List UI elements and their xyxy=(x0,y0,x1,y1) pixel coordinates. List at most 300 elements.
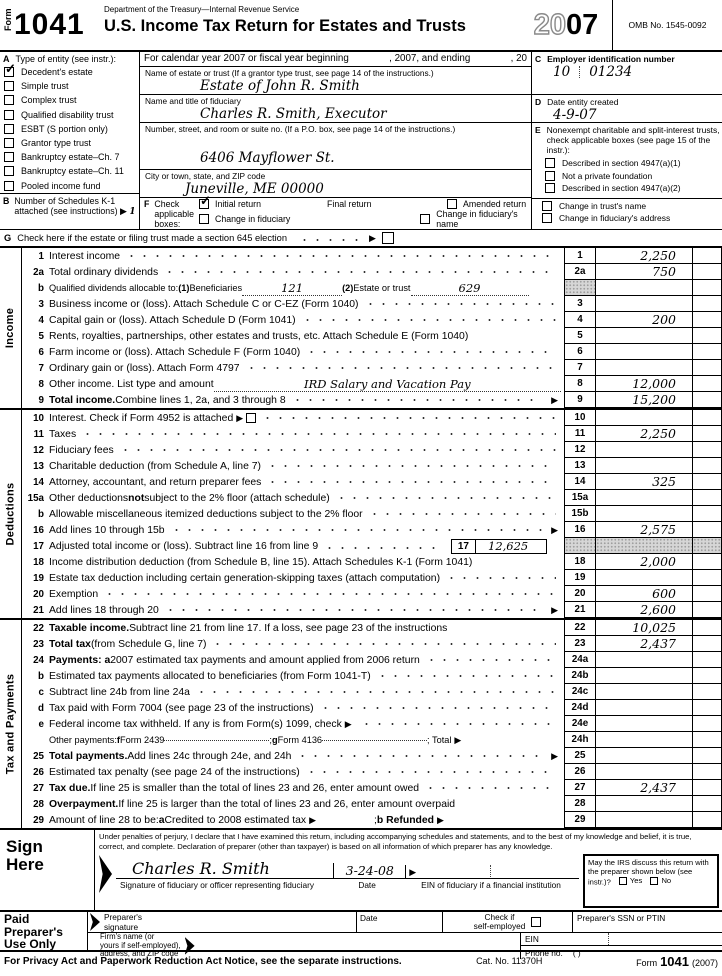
amount-cell[interactable] xyxy=(596,344,692,360)
line-text: a xyxy=(158,814,165,826)
estate-name-value[interactable]: Estate of John R. Smith xyxy=(200,77,360,94)
box-f-row2 xyxy=(199,209,529,229)
cents-cell[interactable] xyxy=(692,554,722,570)
line-number-cell: 7 xyxy=(564,360,596,376)
section-label: Income xyxy=(4,307,17,349)
checkbox-icon[interactable] xyxy=(545,158,555,168)
line-description xyxy=(49,815,564,826)
signature-pennant-icon xyxy=(99,855,112,893)
dot-leaders xyxy=(266,477,556,488)
line-text: Payments: a xyxy=(49,654,111,666)
amount-cell[interactable] xyxy=(596,700,692,716)
fiduciary-signature[interactable]: Charles R. Smith xyxy=(116,859,333,879)
form-line xyxy=(22,732,722,748)
line-number: 16 xyxy=(33,524,44,536)
cents-cell[interactable] xyxy=(692,442,722,458)
cents-cell[interactable] xyxy=(692,344,722,360)
city-state-zip-value[interactable]: Juneville, ME 00000 xyxy=(185,181,324,197)
year-prefix: 20 xyxy=(533,8,566,41)
amount-cell[interactable] xyxy=(596,360,692,376)
tax-year xyxy=(520,0,612,50)
amount-cell[interactable] xyxy=(596,490,692,506)
amount-cell[interactable] xyxy=(596,376,692,392)
line-description xyxy=(49,557,564,568)
line-text: Attorney, accountant, and return preparer fees xyxy=(49,476,262,488)
schedules-k1-count[interactable]: 1 xyxy=(129,206,136,217)
line-number: 21 xyxy=(33,604,44,616)
cents-cell[interactable] xyxy=(692,538,722,554)
cents-cell[interactable] xyxy=(692,732,722,748)
arrow-icon xyxy=(369,234,376,243)
irs-discuss-box xyxy=(583,854,719,908)
cents-cell[interactable] xyxy=(692,570,722,586)
entity-options xyxy=(0,65,139,193)
line-description xyxy=(49,377,564,392)
name-address-column xyxy=(140,52,532,229)
box-a-label: Type of entity (see instr.): xyxy=(15,54,117,64)
section-label: Tax and Payments xyxy=(4,673,17,775)
line-description xyxy=(49,703,564,714)
line-text: Business income or (loss). Attach Schedule C or C-EZ (Form 1040) xyxy=(49,298,359,310)
line-text: Taxes xyxy=(49,428,77,440)
form-line xyxy=(22,684,722,700)
line-text: ; Total xyxy=(427,735,452,745)
self-employed-checkbox[interactable] xyxy=(531,917,541,927)
dot-leaders xyxy=(261,413,556,424)
line-number: 19 xyxy=(33,572,44,584)
form-line xyxy=(22,700,722,716)
form-line xyxy=(22,652,722,668)
form-line xyxy=(22,410,722,426)
line-number-cell: 26 xyxy=(564,764,596,780)
amount-cell[interactable] xyxy=(596,684,692,700)
section-label: Deductions xyxy=(4,482,17,546)
line-description xyxy=(49,687,564,698)
dot-leaders xyxy=(125,251,556,262)
amount-value: 12,000 xyxy=(632,376,676,391)
box-f-option-label: Change in fiduciary xyxy=(215,214,291,224)
dot-leaders xyxy=(424,783,556,794)
line-text: (from Schedule G, line 7) xyxy=(90,638,207,650)
cents-cell[interactable] xyxy=(692,812,722,828)
cents-cell[interactable] xyxy=(692,474,722,490)
line-text: Exemption xyxy=(49,588,99,600)
amount-cell[interactable] xyxy=(596,506,692,522)
amount-cell[interactable] xyxy=(596,570,692,586)
line-text: Estate tax deduction including certain generation-skipping taxes (attach computation) xyxy=(49,572,441,584)
box-f-option-label: Initial return xyxy=(215,199,261,209)
form-line xyxy=(22,312,722,328)
line-description xyxy=(49,281,564,296)
entity-option-label: Bankruptcy estate–Ch. 11 xyxy=(21,166,124,177)
line-description xyxy=(49,493,564,504)
entry-value[interactable]: 121 xyxy=(242,281,342,296)
entity-option xyxy=(0,79,139,93)
amount-value: 2,575 xyxy=(640,522,676,537)
entry-value[interactable] xyxy=(322,740,427,741)
cents-cell[interactable] xyxy=(692,376,722,392)
entity-option xyxy=(0,179,139,193)
inline-line-number: 17 xyxy=(452,540,476,553)
amount-cell[interactable] xyxy=(596,328,692,344)
amount-cell[interactable] xyxy=(596,392,692,408)
line-description xyxy=(49,605,564,616)
form-line xyxy=(22,328,722,344)
line-number-cell: 12 xyxy=(564,442,596,458)
entry-value[interactable]: 629 xyxy=(411,281,529,296)
cents-cell[interactable] xyxy=(692,586,722,602)
cents-cell[interactable] xyxy=(692,602,722,618)
box-e xyxy=(532,123,722,199)
amount-cell[interactable] xyxy=(596,668,692,684)
form-line xyxy=(22,570,722,586)
cents-cell[interactable] xyxy=(692,668,722,684)
line-number-cell: 16 xyxy=(564,522,596,538)
cents-cell[interactable] xyxy=(692,700,722,716)
checkbox-icon[interactable] xyxy=(545,183,555,193)
line-number-cell: 15b xyxy=(564,506,596,522)
inline-amount-box xyxy=(451,539,547,554)
amount-cell[interactable] xyxy=(596,248,692,264)
line-description xyxy=(49,573,564,584)
firm-name-field[interactable]: Firm's name (or yours if self-employed), address, and ZIP code xyxy=(88,933,520,959)
amount-cell[interactable] xyxy=(596,264,692,280)
line-number: 28 xyxy=(33,798,44,810)
line-description xyxy=(49,589,564,600)
box-b-letter: B xyxy=(3,195,10,206)
amount-value: 200 xyxy=(652,312,676,327)
form-line xyxy=(22,620,722,636)
amount-cell[interactable] xyxy=(596,538,692,554)
cents-cell[interactable] xyxy=(692,652,722,668)
form-title: U.S. Income Tax Return for Estates and Trusts xyxy=(104,17,466,35)
line-text: Estimated tax penalty (see page 24 of the instructions) xyxy=(49,766,300,778)
box-d xyxy=(532,95,722,123)
dot-leaders xyxy=(305,767,556,778)
form-title-block xyxy=(104,0,520,50)
line-description xyxy=(49,751,564,762)
form-line xyxy=(22,668,722,684)
line-g-letter: G xyxy=(4,233,12,243)
calendar-part1: For calendar year 2007 or fiscal year beginning xyxy=(144,53,349,65)
cents-cell[interactable] xyxy=(692,426,722,442)
amount-cell[interactable] xyxy=(596,554,692,570)
line-text: Tax paid with Form 7004 (see page 23 of the instructions) xyxy=(49,702,314,714)
cents-cell[interactable] xyxy=(692,780,722,796)
box-f-letter: F xyxy=(144,199,150,209)
perjury-statement: Under penalties of perjury, I declare that I have examined this return, including accompanying schedules and statements, and to the best of my knowledge and belief, it is true, correct, and complete. Declaration of preparer (other than taxpayer) is based on all information of which preparer has any knowledge. xyxy=(99,832,692,851)
amount-value: 600 xyxy=(652,586,676,601)
dot-leaders xyxy=(103,589,556,600)
amount-cell[interactable] xyxy=(596,442,692,458)
amount-value: 2,250 xyxy=(640,426,676,441)
preparer-signature-field[interactable]: Preparer's signature xyxy=(88,912,356,932)
entry-value[interactable]: IRD Salary and Vacation Pay xyxy=(214,377,561,392)
form-line xyxy=(22,764,722,780)
line-number-cell: 10 xyxy=(564,410,596,426)
cents-cell[interactable] xyxy=(692,748,722,764)
cents-cell[interactable] xyxy=(692,796,722,812)
ein-value[interactable]: 10 01234 xyxy=(553,64,633,81)
cents-cell[interactable] xyxy=(692,458,722,474)
line-text: Estate or trust xyxy=(353,283,411,293)
line-number-cell: 8 xyxy=(564,376,596,392)
entity-checkbox[interactable] xyxy=(4,124,14,134)
date-created-value[interactable]: 4-9-07 xyxy=(553,107,597,124)
checkbox-checked-icon[interactable] xyxy=(199,199,209,209)
privacy-notice: For Privacy Act and Paperwork Reduction Act Notice, see the separate instructions. xyxy=(4,955,402,967)
entity-checkbox-checked[interactable] xyxy=(4,67,14,77)
preparer-ssn-field[interactable]: Preparer's SSN or PTIN xyxy=(572,912,722,932)
box-f-option-label: Change in trust's name xyxy=(559,201,647,211)
entity-option-label: Complex trust xyxy=(21,95,77,106)
amount-cell[interactable] xyxy=(596,716,692,732)
form-line xyxy=(22,360,722,376)
line-description xyxy=(49,623,564,634)
calendar-part3: , 20 xyxy=(510,53,527,65)
amount-cell[interactable] xyxy=(596,652,692,668)
amount-cell[interactable] xyxy=(596,780,692,796)
entity-checkbox[interactable] xyxy=(4,95,14,105)
line-text: subject to the 2% floor (attach schedule) xyxy=(144,492,330,504)
firm-pennant-icon xyxy=(185,937,195,955)
box-f-option-label: Final return xyxy=(327,199,372,209)
dot-leaders xyxy=(376,671,556,682)
arrow-icon xyxy=(551,606,558,615)
cents-cell[interactable] xyxy=(692,410,722,426)
line-text: Form 2439 xyxy=(119,735,165,745)
box-f-option xyxy=(447,199,526,209)
dot-leaders xyxy=(291,395,543,406)
form-line xyxy=(22,636,722,652)
amount-cell[interactable] xyxy=(596,764,692,780)
line-number-cell: 24b xyxy=(564,668,596,684)
dot-leaders xyxy=(296,751,543,762)
entity-checkbox[interactable] xyxy=(4,152,14,162)
section-rows xyxy=(22,620,722,828)
box-c xyxy=(532,52,722,95)
entity-option-label: Pooled income fund xyxy=(21,180,101,191)
dot-leaders xyxy=(164,605,543,616)
entity-checkbox[interactable] xyxy=(4,181,14,191)
line-number-cell: 13 xyxy=(564,458,596,474)
checkbox-icon[interactable] xyxy=(447,199,457,209)
amount-cell[interactable] xyxy=(596,602,692,618)
preparer-phone-field[interactable]: Phone no. ( ) xyxy=(525,947,581,958)
street-address-value[interactable]: 6406 Mayflower St. xyxy=(200,149,335,166)
box-e-options xyxy=(535,156,720,194)
line-number: 12 xyxy=(33,444,44,456)
cents-cell[interactable] xyxy=(692,522,722,538)
amount-cell[interactable] xyxy=(596,296,692,312)
nonexempt-option-label: Described in section 4947(a)(2) xyxy=(562,183,681,194)
amount-value: 2,250 xyxy=(640,248,676,263)
line-number: 15a xyxy=(27,492,44,504)
line-number: 25 xyxy=(33,750,44,762)
entity-checkbox[interactable] xyxy=(4,110,14,120)
entity-checkbox[interactable] xyxy=(4,138,14,148)
line-number: 8 xyxy=(38,378,44,390)
date-caption: Date xyxy=(358,880,376,890)
estate-name-label: Name of estate or trust (If a grantor type trust, see page 14 of the instructions.) xyxy=(145,67,434,78)
cents-cell[interactable] xyxy=(692,296,722,312)
cents-cell[interactable] xyxy=(692,248,722,264)
line-number-cell: 24h xyxy=(564,732,596,748)
arrow-icon xyxy=(551,396,558,405)
cents-cell[interactable] xyxy=(692,684,722,700)
inline-amount-value[interactable]: 12,625 xyxy=(488,539,529,553)
line-number: 10 xyxy=(33,412,44,424)
line-description xyxy=(49,429,564,440)
cents-cell[interactable] xyxy=(692,328,722,344)
checkbox-icon[interactable] xyxy=(542,213,552,223)
cents-cell[interactable] xyxy=(692,360,722,376)
cents-cell[interactable] xyxy=(692,764,722,780)
nonexempt-option xyxy=(535,168,720,181)
amount-value: 2,437 xyxy=(640,636,676,651)
fiduciary-name-value[interactable]: Charles R. Smith, Executor xyxy=(200,105,387,122)
entity-checkbox[interactable] xyxy=(4,81,14,91)
amount-cell[interactable] xyxy=(596,410,692,426)
section-label-strip xyxy=(0,248,22,408)
line-number: 7 xyxy=(38,362,44,374)
amount-cell[interactable] xyxy=(596,636,692,652)
dot-leaders xyxy=(195,687,556,698)
amount-value: 325 xyxy=(652,474,676,489)
line-number-cell: 19 xyxy=(564,570,596,586)
arrow-icon xyxy=(454,736,461,745)
line-number: 9 xyxy=(38,394,44,406)
amount-cell[interactable] xyxy=(596,796,692,812)
cents-cell[interactable] xyxy=(692,312,722,328)
form-line xyxy=(22,392,722,408)
amount-cell[interactable] xyxy=(596,280,692,296)
preparer-date-field[interactable]: Date xyxy=(356,912,442,932)
box-e-letter: E xyxy=(535,125,541,135)
section-label-strip xyxy=(0,620,22,828)
entity-option-label: Simple trust xyxy=(21,81,69,92)
fiduciary-ein-field[interactable] xyxy=(405,865,579,879)
amount-value: 750 xyxy=(652,264,676,279)
amount-value: 15,200 xyxy=(632,392,676,407)
form-line xyxy=(22,716,722,732)
line-number-cell: 4 xyxy=(564,312,596,328)
line-text: ; xyxy=(373,814,377,826)
line-checkbox[interactable] xyxy=(246,413,256,423)
line-number: 3 xyxy=(38,298,44,310)
amount-cell[interactable] xyxy=(596,732,692,748)
arrow-icon xyxy=(236,414,243,423)
dot-leaders xyxy=(364,299,556,310)
line-text: Taxable income. xyxy=(49,622,130,634)
cents-cell[interactable] xyxy=(692,280,722,296)
checkbox-icon[interactable] xyxy=(545,171,555,181)
discuss-no-checkbox[interactable] xyxy=(650,877,658,885)
line-number: 6 xyxy=(38,346,44,358)
dot-leaders xyxy=(245,363,556,374)
line-number: b xyxy=(38,670,44,682)
box-f-option xyxy=(199,199,327,209)
entity-type-box xyxy=(0,52,140,229)
amount-cell[interactable] xyxy=(596,426,692,442)
department-line: Department of the Treasury—Internal Revenue Service xyxy=(104,5,300,14)
line-number: b xyxy=(38,508,44,520)
cents-cell[interactable] xyxy=(692,636,722,652)
amount-cell[interactable] xyxy=(596,312,692,328)
nonexempt-option xyxy=(535,156,720,169)
cents-cell[interactable] xyxy=(692,490,722,506)
table-section xyxy=(0,618,722,828)
checkbox-icon[interactable] xyxy=(420,214,430,224)
line-number: 23 xyxy=(33,638,44,650)
signature-caption: Signature of fiduciary or officer representing fiduciary xyxy=(120,880,315,890)
line-number-cell: 3 xyxy=(564,296,596,312)
line-description xyxy=(49,671,564,682)
line-number: 14 xyxy=(33,476,44,488)
preparer-ein-field[interactable]: EIN xyxy=(521,933,722,946)
entity-option xyxy=(0,136,139,150)
line-text: Combine lines 1, 2a, and 3 through 8 xyxy=(115,394,286,406)
amount-cell[interactable] xyxy=(596,620,692,636)
amount-cell[interactable] xyxy=(596,458,692,474)
form-line xyxy=(22,296,722,312)
amount-cell[interactable] xyxy=(596,812,692,828)
arrow-icon xyxy=(120,206,127,216)
estate-name-field xyxy=(140,67,531,95)
checkbox-icon[interactable] xyxy=(199,214,209,224)
checkbox-icon[interactable] xyxy=(542,201,552,211)
line-description xyxy=(49,719,564,730)
amount-cell[interactable] xyxy=(596,748,692,764)
line-number-cell: 14 xyxy=(564,474,596,490)
discuss-yes-checkbox[interactable] xyxy=(619,877,627,885)
line-description xyxy=(49,251,564,262)
entity-option xyxy=(0,93,139,107)
line-number-cell: 24c xyxy=(564,684,596,700)
fiduciary-name-field xyxy=(140,95,531,123)
cents-cell[interactable] xyxy=(692,392,722,408)
amount-cell[interactable] xyxy=(596,474,692,490)
box-f-option-label: Change in fiduciary's name xyxy=(436,209,518,229)
line-number: b xyxy=(38,282,44,294)
cents-cell[interactable] xyxy=(692,264,722,280)
entry-value[interactable] xyxy=(164,740,269,741)
cents-cell[interactable] xyxy=(692,620,722,636)
signature-date[interactable]: 3-24-08 xyxy=(333,863,405,879)
cents-cell[interactable] xyxy=(692,716,722,732)
amount-cell[interactable] xyxy=(596,522,692,538)
line-number-cell: 9 xyxy=(564,392,596,408)
line-description xyxy=(49,395,564,406)
irs-discuss-text: May the IRS discuss this return with the preparer shown below (see instr.)? xyxy=(588,858,709,887)
line-text: Qualified dividends allocable to: xyxy=(49,283,179,293)
line-text: Charitable deduction (from Schedule A, line 7) xyxy=(49,460,261,472)
ein-divider xyxy=(579,66,580,78)
paid-preparer-label: Paid Preparer's Use Only xyxy=(0,912,88,950)
amount-cell[interactable] xyxy=(596,586,692,602)
line-description xyxy=(49,331,564,342)
entity-option xyxy=(0,108,139,122)
no-label: No xyxy=(661,876,672,885)
line-text: Subtract line 21 from line 17. If a loss, see page 23 of the instructions xyxy=(129,622,448,634)
section-645-checkbox[interactable] xyxy=(382,232,394,244)
form-line xyxy=(22,426,722,442)
firm-name-line xyxy=(199,941,514,951)
line-number: 27 xyxy=(33,782,44,794)
fiduciary-name-label: Name and title of fiduciary xyxy=(145,95,241,106)
cents-cell[interactable] xyxy=(692,506,722,522)
entity-checkbox[interactable] xyxy=(4,166,14,176)
